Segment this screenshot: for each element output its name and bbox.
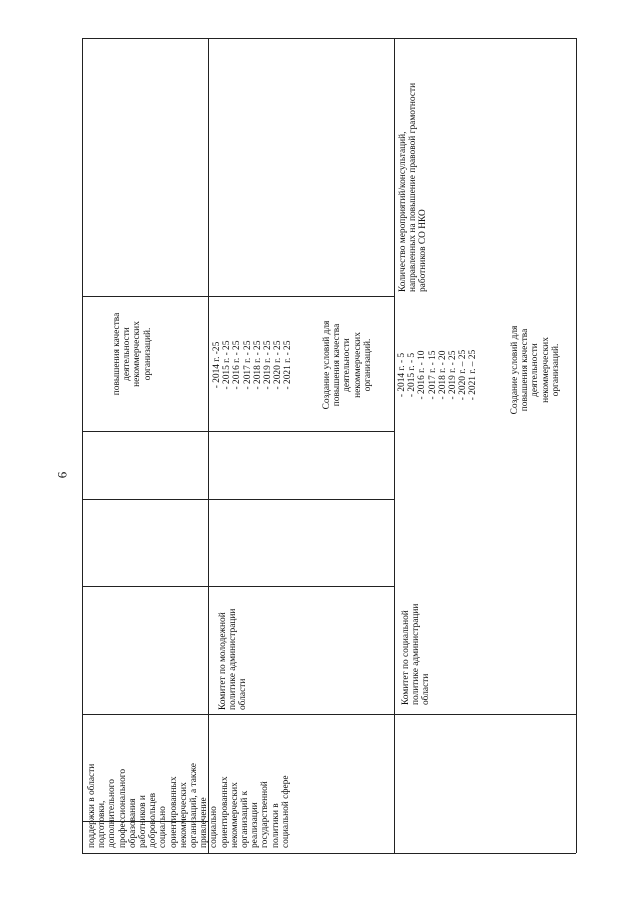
row1-task-text: поддержки в области подготовки, дополнительного профессионального образования работников и добровольцев социально ориентированных некоммерческих организаций, а также привлечение социально ориентированных некоммерческих организаций к реализации государственной политики в социальной сфере <box>87 763 291 848</box>
row2-values: - 2014 г. -25 - 2015 г. - 25 - 2016 г. - 25 - 2017 г. - 25 - 2018 г. - 25 - 2019 г. - 25 - 2020 г. - 25 - 2021 г. - 25 <box>212 340 294 390</box>
table-border-left <box>82 38 83 853</box>
row-divider-2 <box>394 38 395 853</box>
col-divider-1 <box>82 296 394 297</box>
document-table <box>82 38 576 853</box>
row3-indicator: Количество мероприятий/консультаций, направленных на повышение правовой грамотности работников СО НКО <box>398 82 429 292</box>
table-border-top <box>82 38 576 39</box>
col-divider-2 <box>82 431 394 432</box>
row1-continuation-text: повышения качества деятельности некоммерческих организаций. <box>112 312 153 396</box>
row3-executor: Комитет по социальной политике администрации области <box>401 603 432 705</box>
page-number: 6 <box>54 471 70 479</box>
row3-result: Создание условий для повышения качества деятельности некоммерческих организаций. <box>510 325 561 415</box>
row3-values: - 2014 г. - 5 - 2015 г. - 5 - 2016 г. - 10 - 2017 г. - 15 - 2018 г. - 20 - 2019 г. - 25 - 2020 г. – 25 - 2021 г. – 25 <box>397 349 479 401</box>
table-border-right <box>576 38 577 853</box>
table-border-bottom <box>82 853 576 854</box>
col-divider-3 <box>82 499 394 500</box>
col-divider-5 <box>82 714 576 715</box>
row2-result: Создание условий для повышения качества деятельности некоммерческих организаций. <box>322 320 373 410</box>
row2-executor: Комитет по молодежной политике администрации области <box>218 608 249 710</box>
row-divider-1 <box>208 38 209 853</box>
col-divider-4 <box>82 586 394 587</box>
